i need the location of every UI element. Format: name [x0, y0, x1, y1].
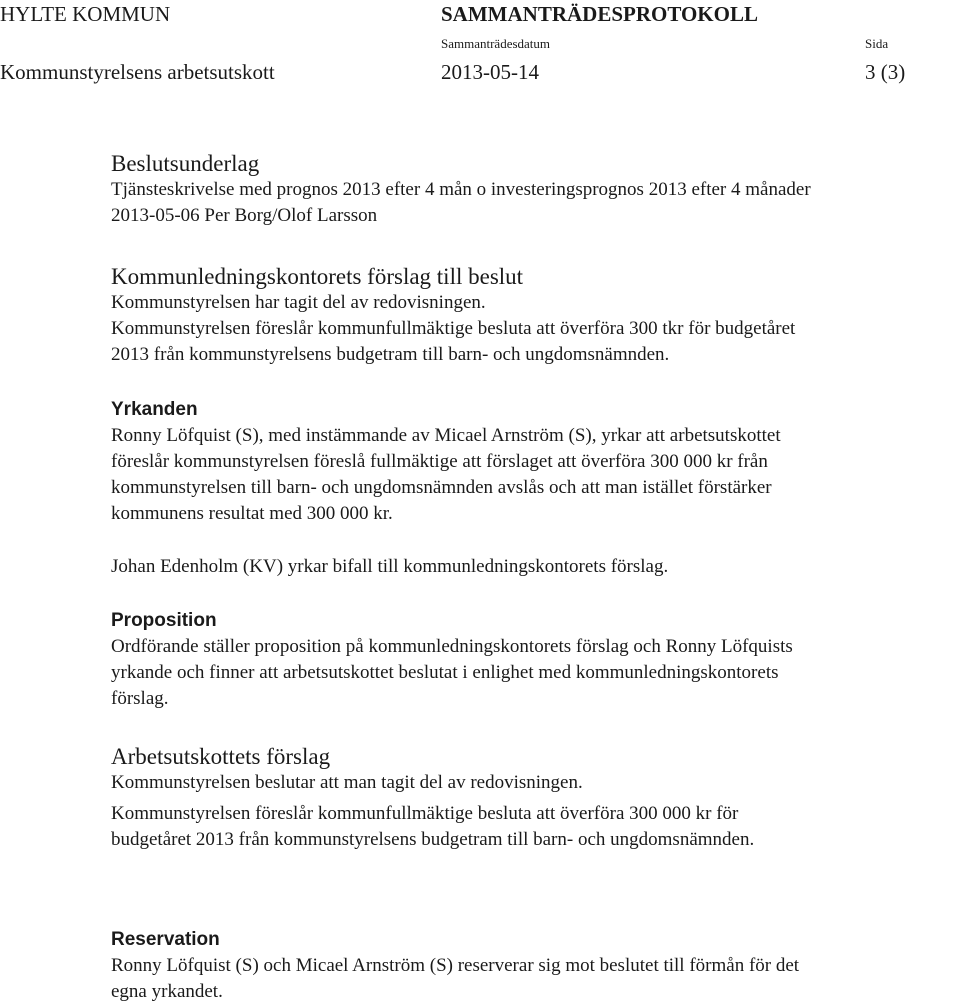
text-line: Kommunstyrelsen föreslår kommunfullmäktige besluta att överföra 300 000 kr för	[111, 803, 739, 824]
page-number: 3 (3)	[865, 60, 906, 84]
text-line: egna yrkandet.	[111, 981, 223, 1002]
text-line: 2013-05-06 Per Borg/Olof Larsson	[111, 205, 378, 226]
text-line: Kommunstyrelsen har tagit del av redovisningen.	[111, 292, 486, 313]
committee-name: Kommunstyrelsens arbetsutskott	[0, 60, 275, 84]
section-kommunledningskontorets-forslag	[111, 263, 956, 368]
text-line: Kommunstyrelsen beslutar att man tagit del av redovisningen.	[111, 772, 583, 793]
meeting-date: 2013-05-14	[441, 60, 539, 84]
text-line: Johan Edenholm (KV) yrkar bifall till kommunledningskontorets förslag.	[111, 556, 669, 577]
text-line: Ronny Löfquist (S), med instämmande av Micael Arnström (S), yrkar att arbetsutskottet	[111, 425, 781, 446]
section-yrkanden	[111, 398, 956, 580]
section-heading: Proposition	[111, 610, 217, 631]
section-beslutsunderlag	[111, 150, 956, 229]
meeting-date-label: Sammanträdesdatum	[441, 36, 551, 51]
text-line: föreslår kommunstyrelsen föreslå fullmäktige att förslaget att överföra 300 000 kr från	[111, 451, 768, 472]
text-line: 2013 från kommunstyrelsens budgetram till barn- och ungdomsnämnden.	[111, 344, 670, 365]
section-heading: Beslutsunderlag	[111, 151, 260, 176]
section-arbetsutskottets-forslag	[111, 743, 956, 853]
section-heading: Arbetsutskottets förslag	[111, 744, 331, 769]
text-line: kommunstyrelsen till barn- och ungdomsnämnden avslås och att man istället förstärker	[111, 477, 772, 498]
text-line: Ordförande ställer proposition på kommunledningskontorets förslag och Ronny Löfquists	[111, 636, 793, 657]
section-heading: Yrkanden	[111, 399, 198, 420]
text-line: Ronny Löfquist (S) och Micael Arnström (S) reserverar sig mot beslutet till förmån för det	[111, 955, 800, 976]
document-title: SAMMANTRÄDESPROTOKOLL	[441, 2, 758, 26]
text-line: yrkande och finner att arbetsutskottet beslutat i enlighet med kommunledningskontorets	[111, 662, 779, 683]
organization-name: HYLTE KOMMUN	[0, 2, 171, 26]
section-heading: Reservation	[111, 929, 220, 950]
page-label: Sida	[865, 36, 889, 51]
section-heading: Kommunledningskontorets förslag till beslut	[111, 264, 524, 289]
text-line: förslag.	[111, 688, 169, 709]
section-proposition	[111, 609, 956, 712]
text-line: Tjänsteskrivelse med prognos 2013 efter 4 mån o investeringsprognos 2013 efter 4 månader	[111, 179, 811, 200]
section-reservation	[111, 928, 956, 1005]
text-line: kommunens resultat med 300 000 kr.	[111, 503, 393, 524]
text-line: budgetåret 2013 från kommunstyrelsens budgetram till barn- och ungdomsnämnden.	[111, 829, 755, 850]
text-line: Kommunstyrelsen föreslår kommunfullmäktige besluta att överföra 300 tkr för budgetåret	[111, 318, 796, 339]
